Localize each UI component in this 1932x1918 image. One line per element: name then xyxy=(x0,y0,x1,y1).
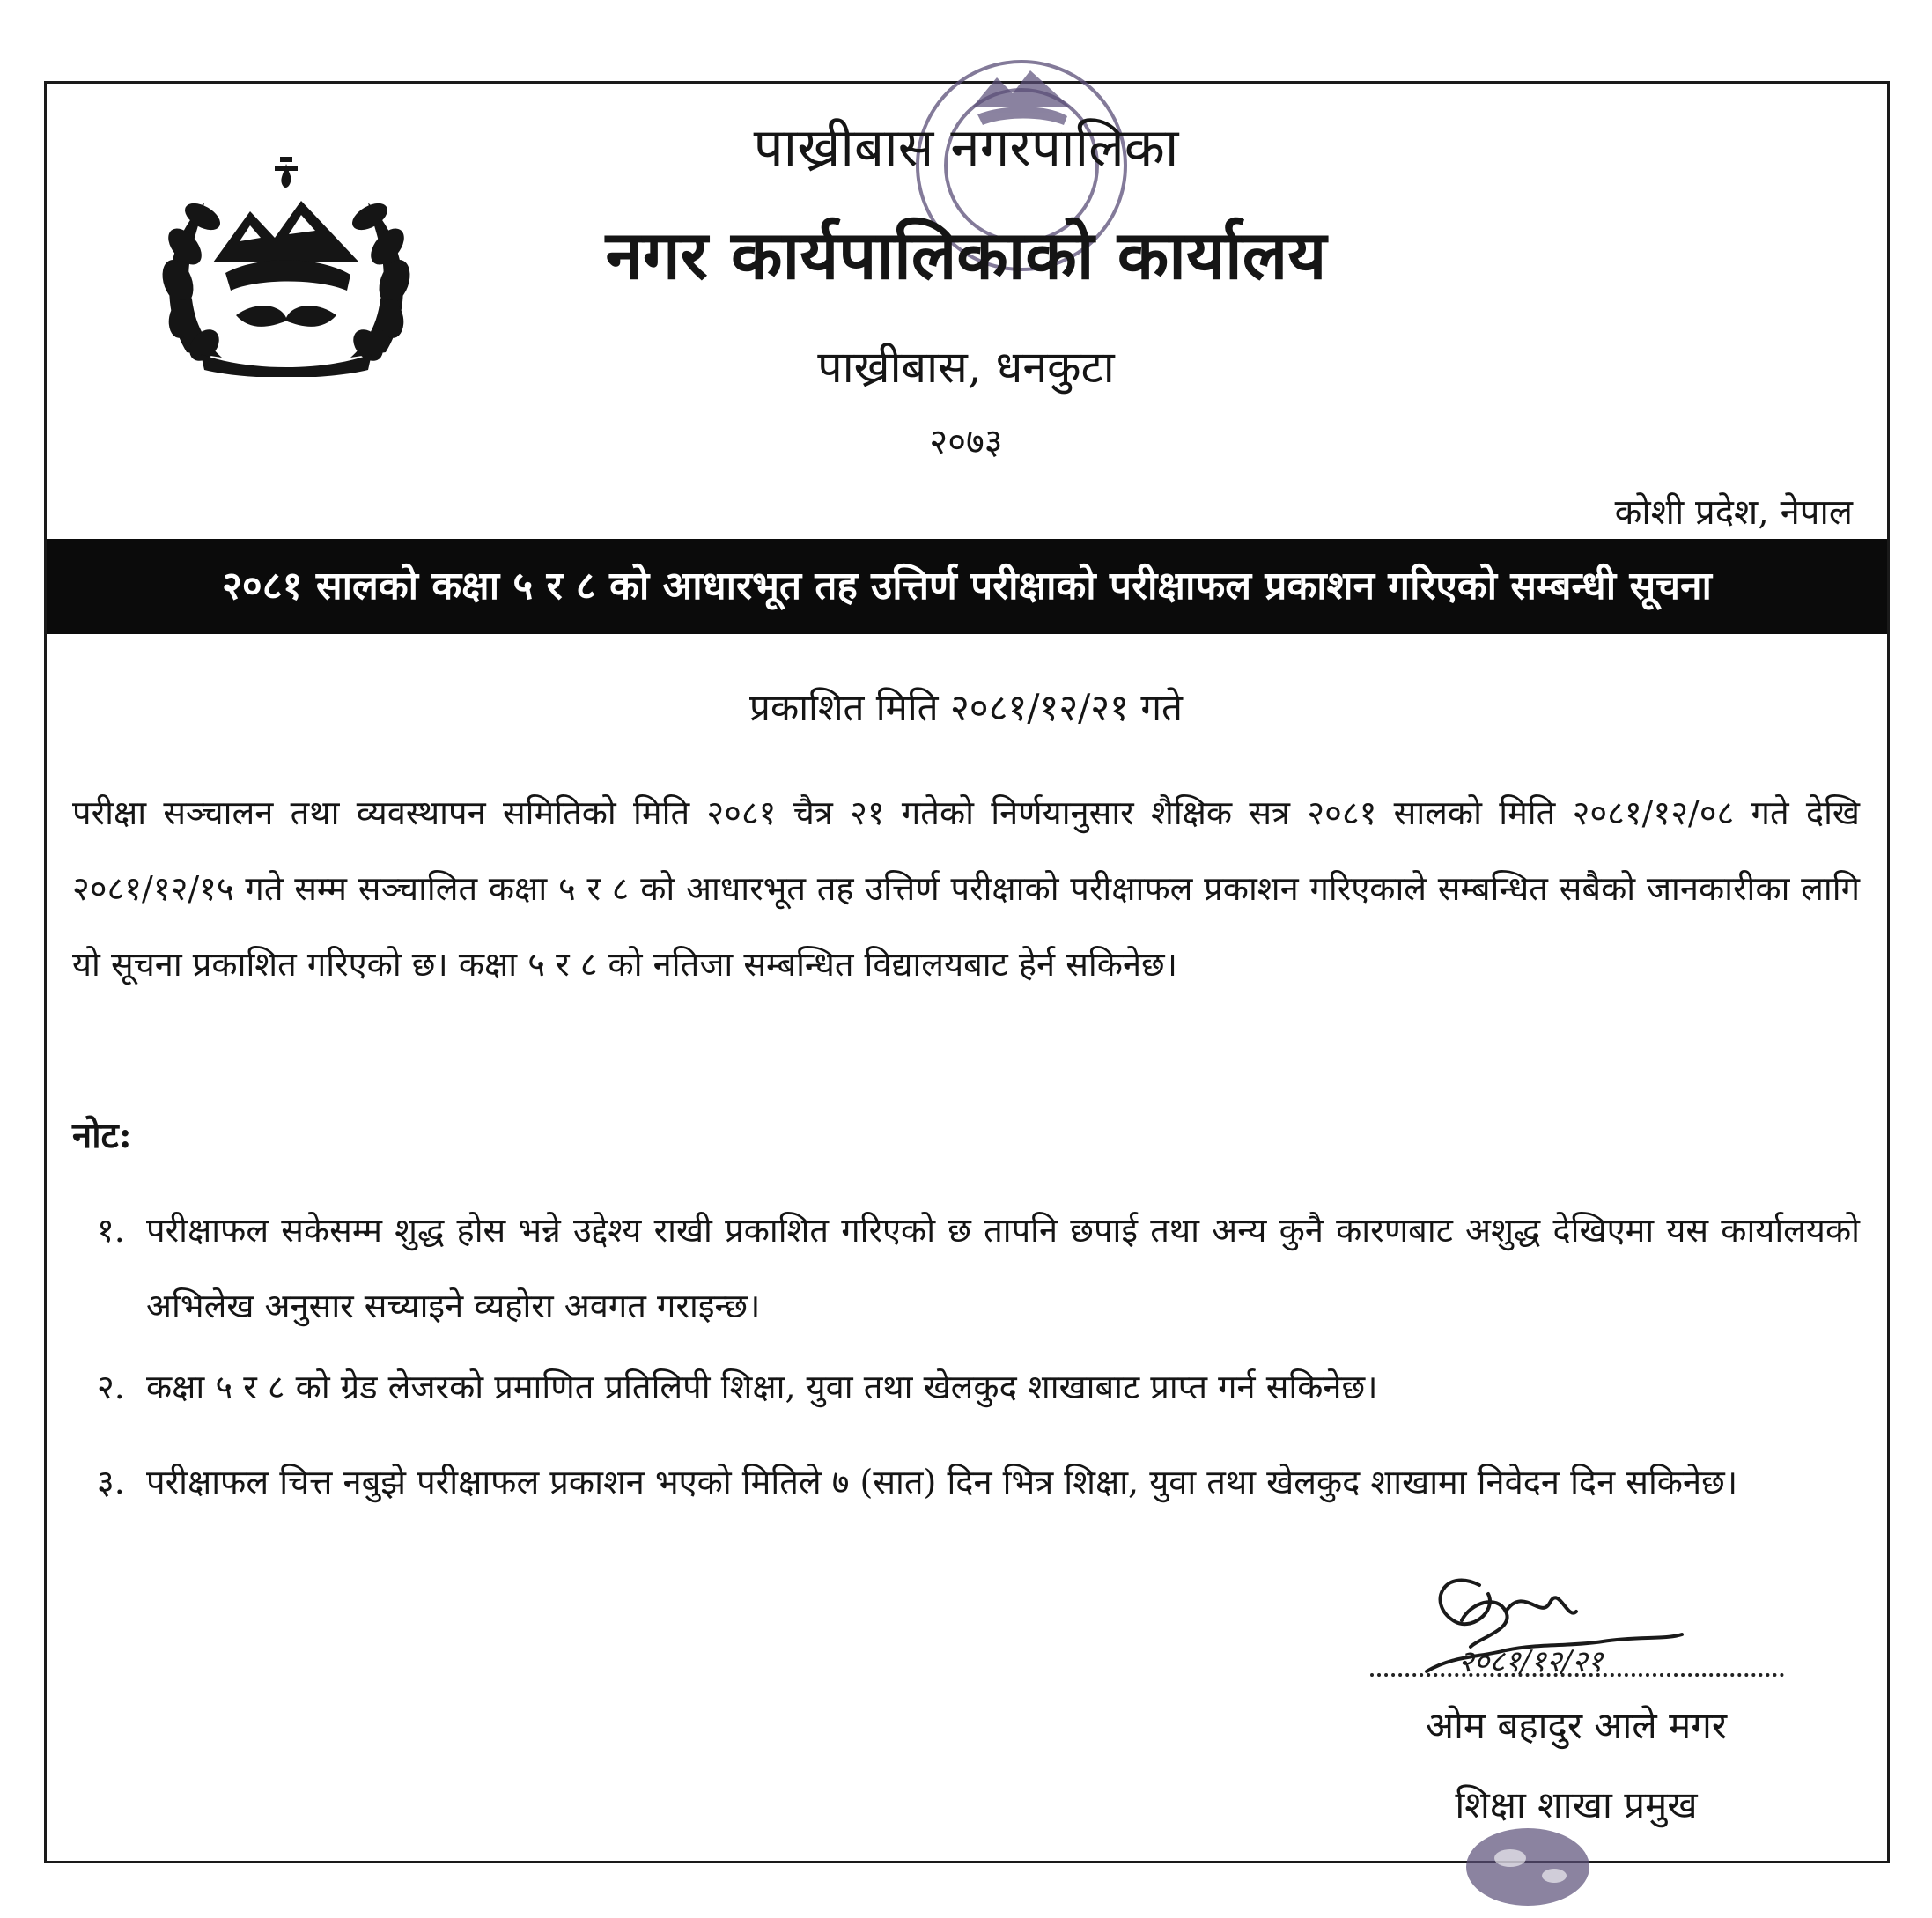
note-number: ३. xyxy=(97,1463,125,1501)
note-text: परीक्षाफल सकेसम्म शुद्ध होस भन्ने उद्देश्य राखी प्रकाशित गरिएको छ तापनि छपाई तथा अन्य कुनै कारणबाट अशुद्ध देखिएमा यस कार्यालयको अभिलेख अनुसार सच्याइने व्यहोरा अवगत गराइन्छ। xyxy=(146,1211,1860,1325)
notice-body: परीक्षा सञ्चालन तथा व्यवस्थापन समितिको मिति २०८१ चैत्र २१ गतेको निर्णयानुसार शैक्षिक सत्र २०८१ सालको मिति २०८१/१२/०८ गते देखि २०८१/१२/१५ गते सम्म सञ्चालित कक्षा ५ र ८ को आधारभूत तह उत्तिर्ण परीक्षाको परीक्षाफल प्रकाशन गरिएकाले सम्बन्धित सबैको जानकारीका लागि यो सूचना प्रकाशित गरिएको छ। कक्षा ५ र ८ को नतिजा सम्बन्धित विद्यालयबाट हेर्न सकिनेछ। xyxy=(72,793,1860,984)
handwritten-date: २०८१/१२/२१ xyxy=(1458,1644,1604,1679)
signer-name: ओम बहादुर आले मगर xyxy=(1425,1704,1728,1747)
office-address: पाख्रीबास, धनकुटा xyxy=(817,342,1115,393)
published-date: प्रकाशित मिति २०८१/१२/२१ गते xyxy=(749,686,1183,729)
note-number: १. xyxy=(97,1211,125,1250)
note-text: परीक्षाफल चित्त नबुझे परीक्षाफल प्रकाशन भएको मितिले ७ (सात) दिन भित्र शिक्षा, युवा तथा खेलकुद शाखामा निवेदन दिन सकिनेछ। xyxy=(146,1463,1738,1501)
notice-title-banner xyxy=(47,539,1887,634)
note-number: २. xyxy=(97,1368,125,1406)
municipality-name: पाख्रीबास नगरपालिका xyxy=(753,117,1179,179)
signer-title: शिक्षा शाखा प्रमुख xyxy=(1455,1783,1698,1826)
note-text: कक्षा ५ र ८ को ग्रेड लेजरको प्रमाणित प्रतिलिपी शिक्षा, युवा तथा खेलकुद शाखाबाट प्राप्त गर्न सकिनेछ। xyxy=(146,1368,1378,1406)
notice-title: २०८१ सालको कक्षा ५ र ८ को आधारभूत तह उत्तिर्ण परीक्षाको परीक्षाफल प्रकाशन गरिएको सम्बन्धी सूचना xyxy=(222,564,1712,609)
note-heading: नोट: xyxy=(72,1115,132,1156)
note-item xyxy=(72,1444,1860,1520)
province-label: कोशी प्रदेश, नेपाल xyxy=(1614,492,1853,533)
note-item xyxy=(72,1349,1860,1425)
signature-line xyxy=(1370,1673,1784,1677)
handwritten-signature-icon xyxy=(1374,1559,1761,1691)
stamp-smudge-icon xyxy=(1449,1805,1633,1918)
office-name: नगर कार्यपालिकाको कार्यालय xyxy=(605,216,1327,294)
note-item xyxy=(72,1192,1860,1344)
established-year: २०७३ xyxy=(929,422,1003,462)
